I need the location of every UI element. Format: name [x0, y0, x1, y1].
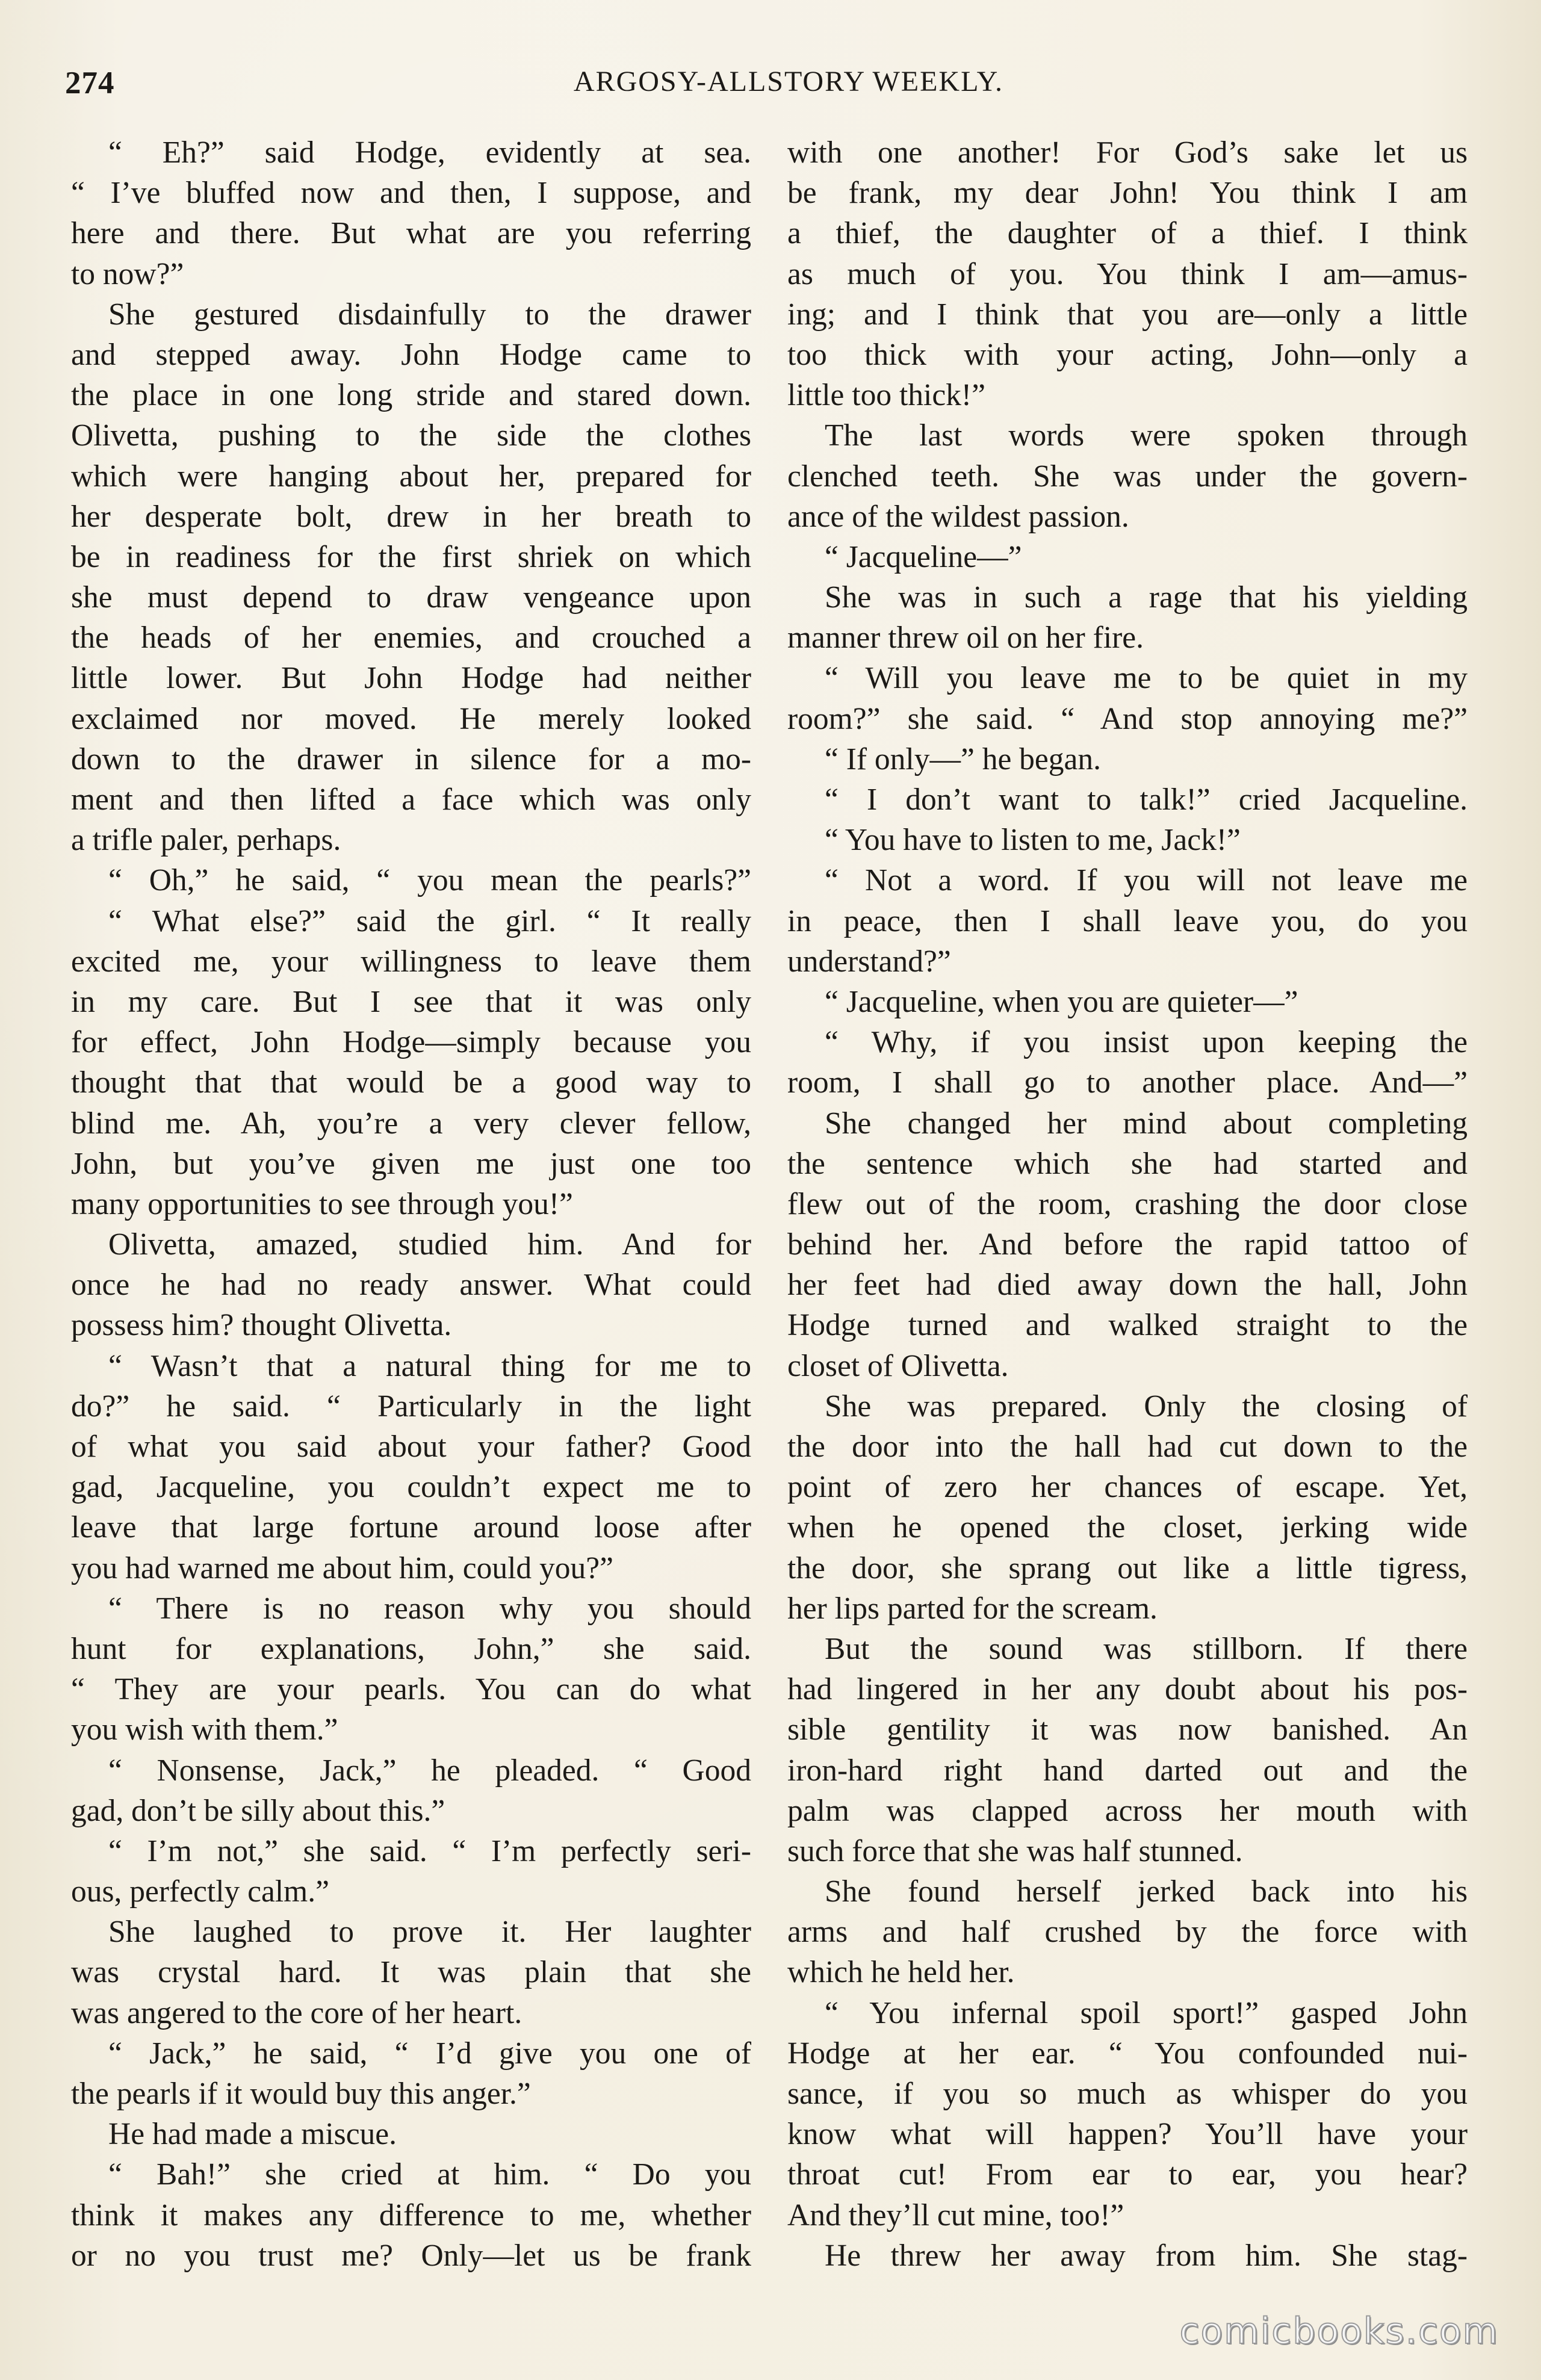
- text-line: behind her. And before the rapid tattoo of: [787, 1227, 1468, 1262]
- text-line: But the sound was stillborn. If there: [825, 1631, 1468, 1666]
- text-line: point of zero her chances of escape. Yet,: [787, 1470, 1468, 1505]
- text-line: possess him? thought Olivetta.: [71, 1308, 452, 1343]
- text-line: to now?”: [71, 256, 184, 291]
- running-head: ARGOSY-ALLSTORY WEEKLY.: [573, 66, 1004, 98]
- text-line: once he had no ready answer. What could: [71, 1268, 751, 1303]
- text-line: “ Eh?” said Hodge, evidently at sea.: [108, 135, 751, 170]
- text-line: her feet had died away down the hall, John: [787, 1268, 1468, 1303]
- text-line: had lingered in her any doubt about his pos-: [787, 1672, 1468, 1707]
- text-line: in peace, then I shall leave you, do you: [787, 903, 1468, 938]
- text-line: “ Jacqueline—”: [825, 539, 1022, 574]
- text-line: “ You infernal spoil sport!” gasped John: [825, 1995, 1468, 2030]
- text-line: was crystal hard. It was plain that she: [71, 1955, 751, 1990]
- text-line: which were hanging about her, prepared for: [71, 459, 751, 494]
- text-line: little too thick!”: [787, 378, 985, 413]
- text-line: She was prepared. Only the closing of: [825, 1389, 1468, 1424]
- text-line: “ Wasn’t that a natural thing for me to: [108, 1348, 751, 1383]
- text-line: closet of Olivetta.: [787, 1348, 1009, 1383]
- text-line: know what will happen? You’ll have your: [787, 2117, 1468, 2152]
- text-line: ous, perfectly calm.”: [71, 1874, 329, 1909]
- text-line: be in readiness for the first shriek on which: [71, 539, 751, 574]
- text-line: exclaimed nor moved. He merely looked: [71, 701, 751, 736]
- text-line: “ I’m not,” she said. “ I’m perfectly seri-: [108, 1833, 751, 1868]
- text-line: the pearls if it would buy this anger.”: [71, 2077, 531, 2111]
- text-line: Olivetta, pushing to the side the clothes: [71, 418, 751, 453]
- text-line: gad, don’t be silly about this.”: [71, 1793, 445, 1828]
- text-line: such force that she was half stunned.: [787, 1833, 1243, 1868]
- text-line: “ Bah!” she cried at him. “ Do you: [108, 2157, 751, 2192]
- text-line: you wish with them.”: [71, 1712, 338, 1747]
- text-line: sible gentility it was now banished. An: [787, 1712, 1468, 1747]
- text-line: clenched teeth. She was under the govern-: [787, 459, 1468, 494]
- text-line: the place in one long stride and stared down.: [71, 378, 751, 413]
- text-line: you had warned me about him, could you?”: [71, 1551, 613, 1585]
- text-line: the heads of her enemies, and crouched a: [71, 621, 751, 655]
- text-line: Olivetta, amazed, studied him. And for: [108, 1227, 751, 1262]
- text-line: “ There is no reason why you should: [108, 1591, 751, 1626]
- text-line: She changed her mind about completing: [825, 1106, 1468, 1141]
- text-line: blind me. Ah, you’re a very clever fellow,: [71, 1106, 751, 1141]
- text-line: “ What else?” said the girl. “ It really: [108, 903, 751, 938]
- text-line: was angered to the core of her heart.: [71, 1995, 522, 2030]
- text-line: many opportunities to see through you!”: [71, 1186, 573, 1221]
- text-line: excited me, your willingness to leave them: [71, 944, 751, 979]
- page-header: [65, 65, 1470, 107]
- text-line: “ They are your pearls. You can do what: [71, 1672, 751, 1707]
- text-line: her desperate bolt, drew in her breath to: [71, 499, 751, 534]
- text-line: And they’ll cut mine, too!”: [787, 2198, 1124, 2233]
- text-line: the door, she sprang out like a little tigress,: [787, 1551, 1468, 1585]
- text-line: She found herself jerked back into his: [825, 1874, 1468, 1909]
- text-line: “ Oh,” he said, “ you mean the pearls?”: [108, 863, 751, 898]
- page-number: 274: [65, 66, 115, 101]
- text-line: little lower. But John Hodge had neither: [71, 661, 751, 696]
- text-line: gad, Jacqueline, you couldn’t expect me to: [71, 1470, 751, 1505]
- text-line: “ I’ve bluffed now and then, I suppose, and: [71, 176, 751, 211]
- text-line: “ Not a word. If you will not leave me: [825, 863, 1468, 898]
- text-line: “ You have to listen to me, Jack!”: [825, 823, 1241, 858]
- text-line: think it makes any difference to me, whether: [71, 2198, 751, 2233]
- text-line: when he opened the closet, jerking wide: [787, 1510, 1468, 1545]
- text-line: her lips parted for the scream.: [787, 1591, 1158, 1626]
- text-line: She was in such a rage that his yielding: [825, 580, 1468, 615]
- text-line: “ Nonsense, Jack,” he pleaded. “ Good: [108, 1753, 751, 1788]
- text-line: here and there. But what are you referring: [71, 216, 751, 251]
- text-line: with one another! For God’s sake let us: [787, 135, 1468, 170]
- text-line: hunt for explanations, John,” she said.: [71, 1631, 751, 1666]
- text-line: ance of the wildest passion.: [787, 499, 1129, 534]
- text-line: of what you said about your father? Good: [71, 1430, 751, 1464]
- text-line: John, but you’ve given me just one too: [71, 1146, 751, 1181]
- text-line: “ I don’t want to talk!” cried Jacqueline.: [825, 782, 1468, 817]
- text-line: arms and half crushed by the force with: [787, 1915, 1468, 1950]
- text-line: Hodge at her ear. “ You confounded nui-: [787, 2036, 1468, 2071]
- text-line: and stepped away. John Hodge came to: [71, 337, 751, 372]
- text-line: a thief, the daughter of a thief. I think: [787, 216, 1468, 251]
- text-line: flew out of the room, crashing the door close: [787, 1186, 1468, 1221]
- text-line: the sentence which she had started and: [787, 1146, 1468, 1181]
- text-line: “ If only—” he began.: [825, 742, 1102, 776]
- text-line: a trifle paler, perhaps.: [71, 823, 341, 858]
- text-line: the door into the hall had cut down to the: [787, 1430, 1468, 1464]
- text-line: “ Will you leave me to be quiet in my: [825, 661, 1468, 696]
- text-line: ment and then lifted a face which was only: [71, 782, 751, 817]
- left-column: [71, 132, 751, 2276]
- text-line: room, I shall go to another place. And—”: [787, 1065, 1468, 1100]
- text-line: manner threw oil on her fire.: [787, 621, 1144, 655]
- text-line: leave that large fortune around loose after: [71, 1510, 751, 1545]
- text-line: for effect, John Hodge—simply because you: [71, 1025, 751, 1060]
- text-line: palm was clapped across her mouth with: [787, 1793, 1468, 1828]
- watermark: comicbooks.com: [1179, 2310, 1499, 2352]
- text-line: sance, if you so much as whisper do you: [787, 2077, 1468, 2111]
- text-line: be frank, my dear John! You think I am: [787, 176, 1468, 211]
- text-line: The last words were spoken through: [825, 418, 1468, 453]
- text-line: “ Jacqueline, when you are quieter—”: [825, 984, 1298, 1019]
- text-line: she must depend to draw vengeance upon: [71, 580, 751, 615]
- text-line: She laughed to prove it. Her laughter: [108, 1915, 751, 1950]
- text-line: “ Jack,” he said, “ I’d give you one of: [108, 2036, 751, 2071]
- text-line: iron-hard right hand darted out and the: [787, 1753, 1468, 1788]
- text-line: or no you trust me? Only—let us be frank: [71, 2238, 751, 2273]
- text-line: in my care. But I see that it was only: [71, 984, 751, 1019]
- text-line: She gestured disdainfully to the drawer: [108, 297, 751, 332]
- text-line: too thick with your acting, John—only a: [787, 337, 1468, 372]
- text-line: room?” she said. “ And stop annoying me?”: [787, 701, 1468, 736]
- text-line: Hodge turned and walked straight to the: [787, 1308, 1468, 1343]
- text-line: thought that that would be a good way to: [71, 1065, 751, 1100]
- text-line: as much of you. You think I am—amus-: [787, 256, 1468, 291]
- text-line: understand?”: [787, 944, 951, 979]
- text-line: which he held her.: [787, 1955, 1015, 1990]
- text-line: He had made a miscue.: [108, 2117, 397, 2152]
- text-line: throat cut! From ear to ear, you hear?: [787, 2157, 1468, 2192]
- right-column: [787, 132, 1468, 2276]
- text-line: do?” he said. “ Particularly in the light: [71, 1389, 751, 1424]
- text-line: down to the drawer in silence for a mo-: [71, 742, 751, 776]
- text-line: ing; and I think that you are—only a little: [787, 297, 1468, 332]
- text-line: He threw her away from him. She stag-: [825, 2238, 1468, 2273]
- text-line: “ Why, if you insist upon keeping the: [825, 1025, 1468, 1060]
